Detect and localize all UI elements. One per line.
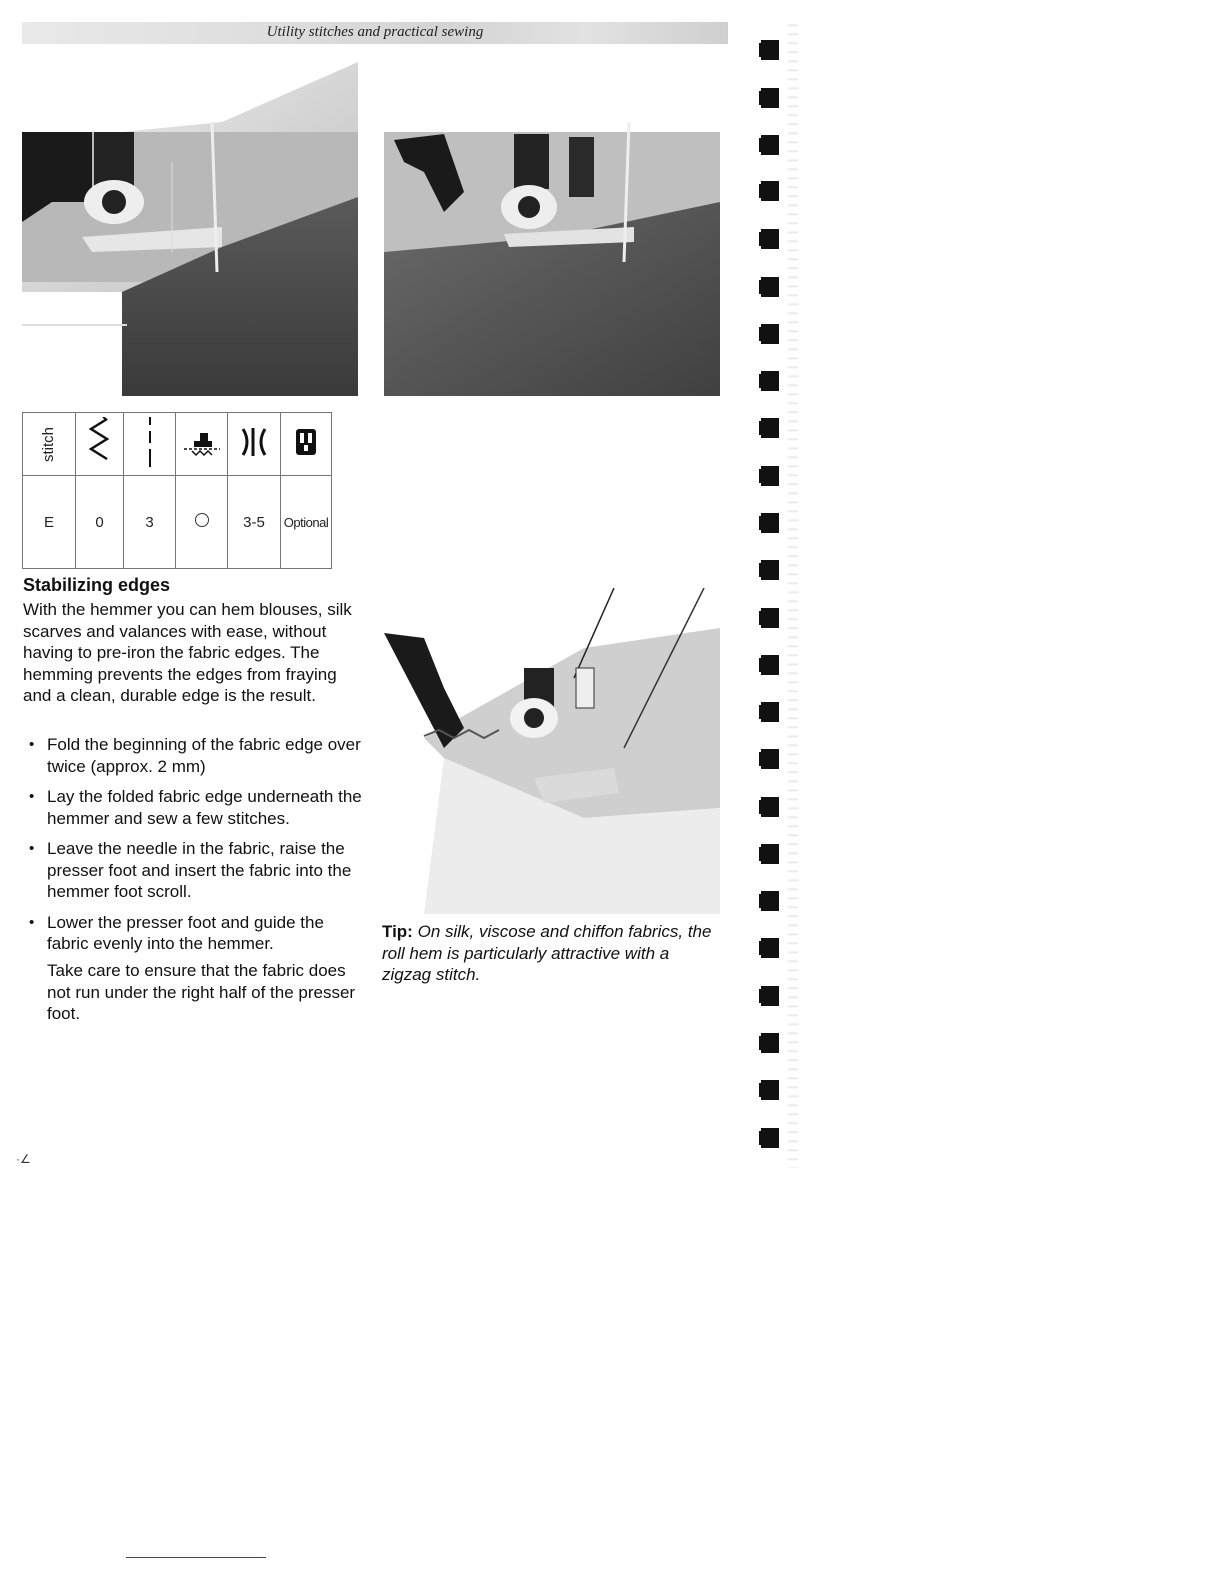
tip-box <box>382 921 712 986</box>
margin-mark: ·∠ <box>16 1152 31 1166</box>
tab-marker <box>761 891 779 911</box>
steps-list <box>23 734 363 964</box>
stitch-value: E <box>23 476 76 569</box>
feed-dog-circle-symbol <box>195 513 209 527</box>
section-intro: With the hemmer you can hem blouses, silk scarves and valances with ease, without having to pre-iron the fabric edges. The hemming prevents the edges from fraying and a clean, durable edge is the result. <box>23 600 352 705</box>
tab-marker <box>761 181 779 201</box>
tab-marker <box>761 88 779 108</box>
stitch-length-value: 3 <box>124 476 176 569</box>
tab-marker <box>761 749 779 769</box>
hemmer-foot-photo-1 <box>22 62 358 396</box>
stitch-width-value: 0 <box>76 476 124 569</box>
tab-marker <box>761 1033 779 1053</box>
running-header-title: Utility stitches and practical sewing <box>266 24 484 40</box>
tab-marker <box>761 135 779 155</box>
presser-foot-cell <box>281 413 332 476</box>
tab-marker <box>761 277 779 297</box>
tab-marker <box>761 466 779 486</box>
list-item: • Lay the folded fabric edge underneath the hemmer and sew a few stitches. <box>23 786 363 829</box>
section-heading: Stabilizing edges <box>23 575 171 595</box>
list-item: • Fold the beginning of the fabric edge over twice (approx. 2 mm) <box>23 734 363 777</box>
stitch-length-icon <box>144 415 156 469</box>
tab-marker <box>761 797 779 817</box>
section-note: Take care to ensure that the fabric does not run under the right half of the presser foot. <box>47 961 356 1023</box>
stitch-header-label: stitch <box>40 426 58 462</box>
tab-marker <box>761 844 779 864</box>
tab-marker <box>761 938 779 958</box>
tip-text: On silk, viscose and chiffon fabrics, the roll hem is particularly attractive with a zigzag stitch. <box>382 922 712 984</box>
running-header <box>22 22 728 44</box>
tab-marker <box>761 40 779 60</box>
tab-marker <box>761 1128 779 1148</box>
presser-foot-value-text: Optional <box>283 514 329 530</box>
tab-marker <box>761 513 779 533</box>
presser-foot-icon <box>294 425 318 459</box>
tab-marker <box>761 1080 779 1100</box>
tab-marker <box>761 655 779 675</box>
rolled-hem-photo <box>384 588 720 914</box>
presser-foot-value <box>281 476 332 569</box>
tab-marker <box>761 560 779 580</box>
binding-tabs <box>758 18 808 1168</box>
tab-marker <box>761 608 779 628</box>
list-item: • Leave the needle in the fabric, raise the presser foot and insert the fabric into the hemmer foot scroll. <box>23 838 363 903</box>
tab-marker <box>761 702 779 722</box>
stitch-width-cell <box>76 413 124 476</box>
feed-dog-value <box>176 476 228 569</box>
stitch-width-icon <box>87 417 113 467</box>
binding-strip <box>788 18 798 1168</box>
thread-tension-icon <box>237 425 271 459</box>
tip-label: Tip: <box>382 922 413 941</box>
thread-tension-value: 3-5 <box>228 476 281 569</box>
tab-marker <box>761 986 779 1006</box>
list-item: • Lower the presser foot and guide the fabric evenly into the hemmer. <box>23 912 363 955</box>
stitch-length-cell <box>124 413 176 476</box>
feed-dog-cell <box>176 413 228 476</box>
tab-marker <box>761 371 779 391</box>
tab-marker <box>761 229 779 249</box>
tab-marker <box>761 324 779 344</box>
hemmer-foot-photo-2 <box>384 62 720 396</box>
stitch-settings-table <box>22 412 332 569</box>
thread-tension-cell <box>228 413 281 476</box>
tab-marker <box>761 418 779 438</box>
footer-rule <box>126 1557 266 1558</box>
feed-dog-icon <box>182 427 222 457</box>
stitch-header-cell <box>23 413 76 476</box>
